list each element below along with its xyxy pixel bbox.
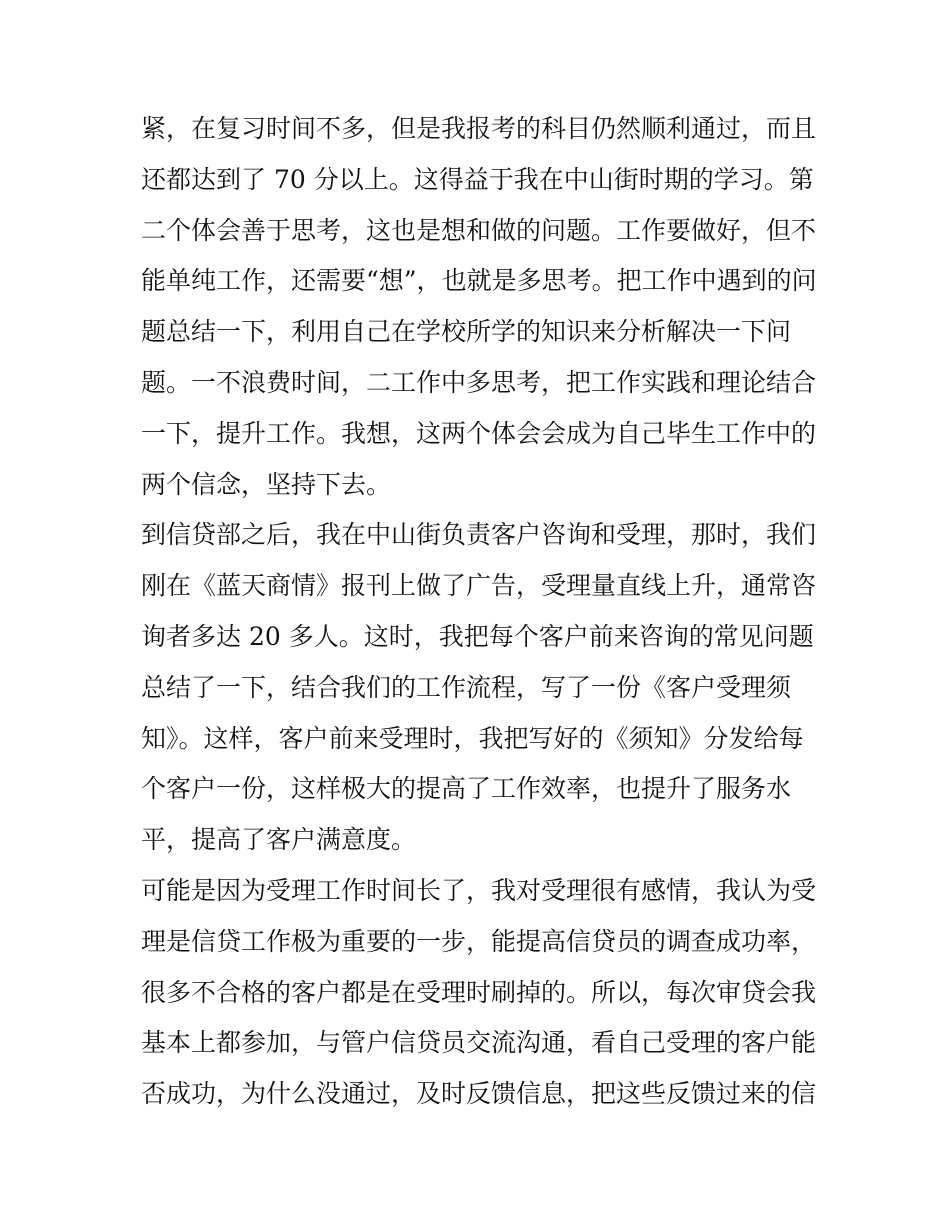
text-line-19: 基本上都参加，与管户信贷员交流沟通，看自己受理的客户能 [141,1028,817,1058]
text-line-12: 总结了一下，结合我们的工作流程，写了一份《客户受理须 [141,672,792,702]
text-line-18: 很多不合格的客户都是在受理时刷掉的。所以，每次审贷会我 [141,977,817,1007]
text-line-1: 紧，在复习时间不多，但是我报考的科目仍然顺利通过，而且 [141,114,817,143]
text-line-4: 能单纯工作，还需要“想”，也就是多思考。把工作中遇到的问 [141,266,817,296]
text-line-10: 刚在《蓝天商情》报刊上做了广告，受理量直线上升，通常咨 [141,571,817,601]
text-line-9: 到信贷部之后，我在中山街负责客户咨询和受理，那时，我们 [141,520,817,550]
text-line-11: 询者多达 20 多人。这时，我把每个客户前来咨询的常见问题 [141,621,814,651]
text-line-13: 知》。这样，客户前来受理时，我把写好的《须知》分发给每 [141,723,804,753]
text-line-15: 平，提高了客户满意度。 [141,825,417,855]
body-text [141,104,821,1120]
text-line-20: 否成功，为什么没通过，及时反馈信息，把这些反馈过来的信 [141,1079,817,1109]
text-line-2: 还都达到了 70 分以上。这得益于我在中山街时期的学习。第 [141,164,814,194]
text-line-5: 题总结一下，利用自己在学校所学的知识来分析解决一下问 [141,317,792,347]
text-line-8: 两个信念，坚持下去。 [141,469,392,499]
text-line-6: 题。一不浪费时间，二工作中多思考，把工作实践和理论结合 [141,367,817,397]
text-line-17: 理是信贷工作极为重要的一步，能提高信贷员的调查成功率， [141,926,817,956]
text-line-16: 可能是因为受理工作时间长了，我对受理很有感情，我认为受 [141,875,817,905]
text-line-3: 二个体会善于思考，这也是想和做的问题。工作要做好，但不 [141,215,817,245]
text-line-14: 个客户一份，这样极大的提高了工作效率，也提升了服务水 [141,774,792,804]
text-line-7: 一下，提升工作。我想，这两个体会会成为自己毕生工作中的 [141,418,817,448]
